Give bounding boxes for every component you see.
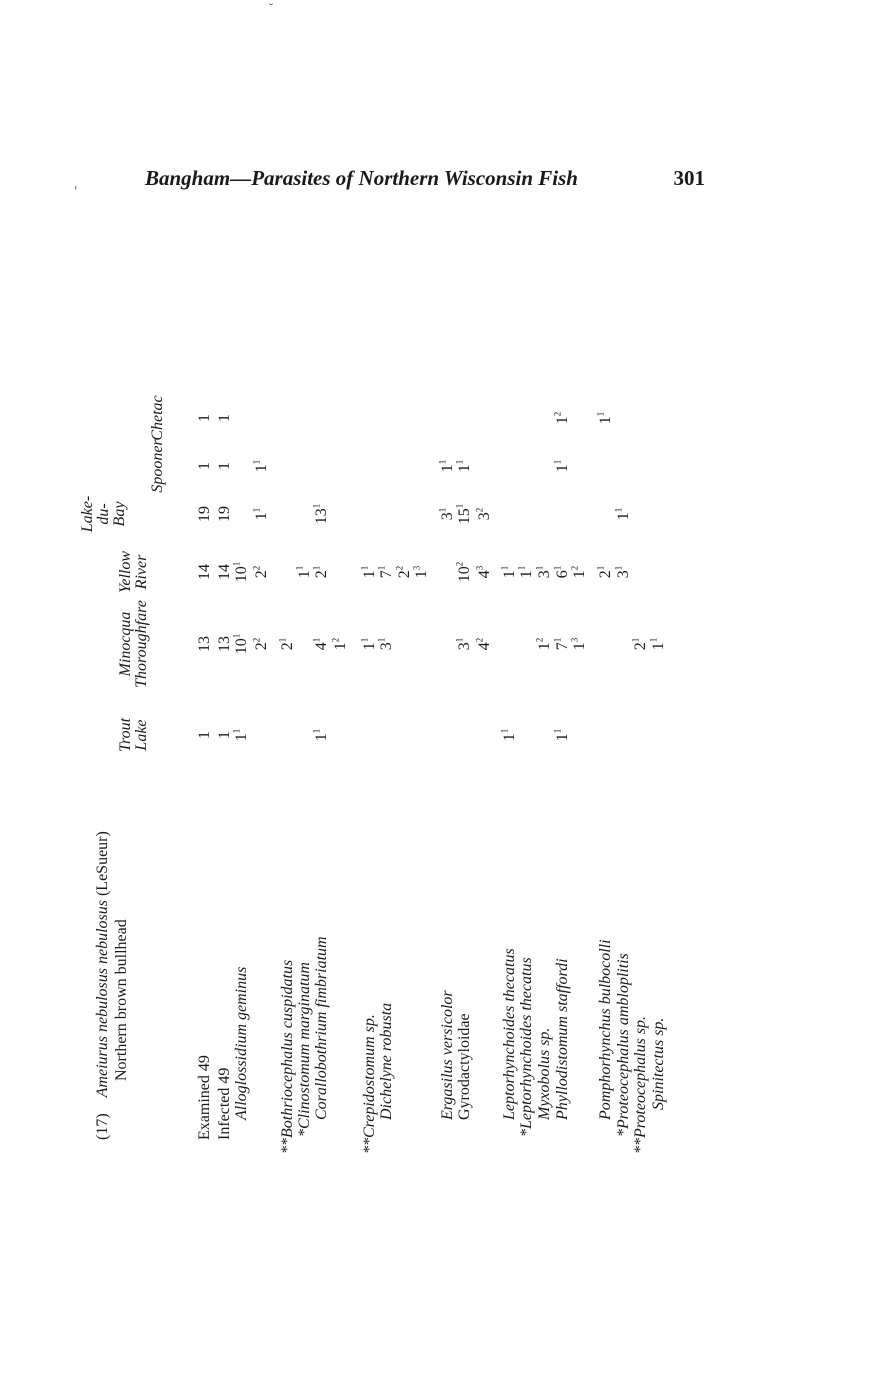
table-cell-c6: 1 [216, 414, 233, 422]
table-cell-c4: $15^1$ [454, 503, 473, 525]
table-cell-c1: $1^1$ [552, 728, 571, 742]
table-cell-c3: $1^1$ [359, 565, 378, 579]
table-cell-c1: $1^1$ [231, 728, 250, 742]
table-cell-c3: $1^1$ [516, 565, 535, 579]
column-header-c1: Trout Lake [117, 717, 150, 753]
row-label [632, 1016, 650, 1154]
table-cell-c2: $1^1$ [359, 637, 378, 651]
species-heading [94, 831, 112, 1140]
scan-mark: ' [74, 184, 78, 198]
parasite-name: Bothriocephalus cuspidatus [279, 959, 296, 1138]
page-number: 301 [673, 166, 705, 190]
table-cell-c5: $1^1$ [437, 459, 456, 473]
column-header-c3: Yellow River [117, 550, 150, 594]
table-cell-c3: $2^2$ [251, 565, 270, 579]
table-cell-c2: $2^2$ [251, 637, 270, 651]
row-label [279, 960, 297, 1154]
table-cell-c4: 19 [216, 506, 233, 522]
table-cell-c1: 1 [216, 731, 233, 739]
row-label [615, 953, 633, 1137]
species-scientific-name: Ameiurus nebulosus nebulosus [94, 900, 111, 1098]
species-number: (17) [94, 1113, 111, 1140]
row-label [296, 962, 314, 1137]
table-cell-c2: $1^2$ [330, 637, 349, 651]
table-cell-c1: $1^1$ [311, 728, 330, 742]
row-label [650, 1018, 668, 1110]
table-cell-c2: $2^1$ [630, 637, 649, 651]
row-label [216, 1068, 234, 1140]
table-cell-c4: $1^1$ [613, 507, 632, 521]
table-cell-c4: $13^1$ [311, 503, 330, 525]
row-label [554, 958, 572, 1120]
table-cell-c2: $4^2$ [474, 637, 493, 651]
table-cell-c3: $3^1$ [613, 565, 632, 579]
row-label [518, 957, 536, 1137]
table-cell-c3: $2^1$ [311, 565, 330, 579]
column-header-c4: Lake- du- Bay [79, 495, 128, 533]
table-cell-c3: $10^2$ [454, 561, 473, 583]
table-cell-c6: 1 [196, 414, 213, 422]
table-cell-c4: $3^2$ [474, 507, 493, 521]
table-cell-c3: $6^1$ [552, 565, 571, 579]
row-label [597, 939, 615, 1120]
table-cell-c2: $1^3$ [569, 637, 588, 651]
table-cell-c3: $1^3$ [411, 565, 430, 579]
table-cell-c2: $10^1$ [231, 633, 250, 655]
column-header-c5: Spooner [149, 439, 166, 493]
table-cell-c3: $7^1$ [376, 565, 395, 579]
table-cell-c2: $4^1$ [311, 637, 330, 651]
column-header-c6: Chetac [149, 395, 166, 441]
row-label [439, 990, 457, 1120]
table-cell-c5: $1^1$ [552, 459, 571, 473]
running-title: Bangham—Parasites of Northern Wisconsin Fish [145, 166, 578, 190]
table-cell-c5: 1 [216, 462, 233, 470]
table-cell-c1: $1^1$ [499, 728, 518, 742]
asterisk-marker: ** [632, 1138, 649, 1154]
table-cell-c4: $3^1$ [437, 507, 456, 521]
table-cell-c4: $1^1$ [251, 507, 270, 521]
row-label [501, 948, 519, 1120]
table-cell-c4: 19 [196, 506, 213, 522]
parasite-name: Ergasilus versicolor [439, 990, 456, 1120]
table-cell-c2: 13 [196, 636, 213, 652]
parasite-name: Proteocephalus ambloplitis [615, 953, 632, 1129]
table-cell-c2: 13 [216, 636, 233, 652]
table-cell-c2: $1^2$ [534, 637, 553, 651]
table-cell-c3: $1^1$ [294, 565, 313, 579]
column-header-c2: Minocqua Thoroughfare [117, 600, 150, 688]
table-cell-c2: $3^1$ [454, 637, 473, 651]
row-label [196, 1055, 214, 1140]
table-cell-c3: $2^2$ [394, 565, 413, 579]
row-label [378, 1003, 396, 1120]
rotated-parasite-table [79, 320, 700, 1154]
parasite-name: Infected 49 [216, 1067, 233, 1140]
asterisk-marker: * [296, 1129, 313, 1137]
parasite-name: Corallobothrium fimbriatum [313, 936, 330, 1120]
table-cell-c5: $1^1$ [251, 459, 270, 473]
table-cell-c3: $1^2$ [569, 565, 588, 579]
table-cell-c2: $2^1$ [277, 637, 296, 651]
asterisk-marker: ** [279, 1138, 296, 1154]
parasite-name: Gyrodactyloidae [456, 1013, 473, 1120]
parasite-name: Examined 49 [196, 1055, 213, 1140]
parasite-name: Alloglossidium geminus [233, 966, 250, 1120]
row-label [233, 967, 251, 1120]
table-cell-c1: 1 [196, 731, 213, 739]
running-header [145, 166, 705, 196]
asterisk-marker: * [615, 1129, 632, 1137]
table-cell-c3: $10^1$ [231, 561, 250, 583]
table-cell-c6: $1^1$ [595, 411, 614, 425]
parasite-name: Myxobolus sp. [536, 1027, 553, 1120]
parasite-name: Proteocephalus sp. [632, 1015, 649, 1138]
table-cell-c5: $1^1$ [454, 459, 473, 473]
scan-mark: ˘ [268, 2, 274, 16]
parasite-name: Spinitectus sp. [650, 1017, 667, 1110]
asterisk-marker: * [518, 1129, 535, 1137]
row-label [361, 1014, 379, 1154]
parasite-name: Pomphorhynchus bulbocolli [597, 939, 614, 1120]
table-cell-c3: $3^1$ [534, 565, 553, 579]
table-cell-c2: $1^1$ [648, 637, 667, 651]
table-cell-c6: $1^2$ [552, 411, 571, 425]
parasite-name: Leptorhynchoides thecatus [501, 948, 518, 1120]
table-cell-c3: $1^1$ [499, 565, 518, 579]
parasite-name: Crepidostomum sp. [361, 1014, 378, 1138]
row-label [313, 936, 331, 1120]
row-label [536, 1028, 554, 1120]
table-cell-c3: 14 [216, 564, 233, 580]
table-cell-c2: $3^1$ [376, 637, 395, 651]
asterisk-marker: ** [361, 1138, 378, 1154]
table-cell-c3: $2^1$ [595, 565, 614, 579]
species-common-name: Northern brown bullhead [113, 919, 130, 1081]
table-cell-c3: 14 [196, 564, 213, 580]
parasite-name: Dichelyne robusta [378, 1002, 395, 1120]
parasite-name: Clinostomum marginatum [296, 962, 313, 1129]
table-cell-c2: $7^1$ [552, 637, 571, 651]
parasite-name: Leptorhynchoides thecatus [518, 957, 535, 1129]
table-cell-c3: $4^3$ [474, 565, 493, 579]
species-authority: (LeSueur) [94, 831, 111, 897]
parasite-name: Phyllodistomum staffordi [554, 958, 571, 1120]
table-cell-c5: 1 [196, 462, 213, 470]
row-label [456, 1013, 474, 1120]
